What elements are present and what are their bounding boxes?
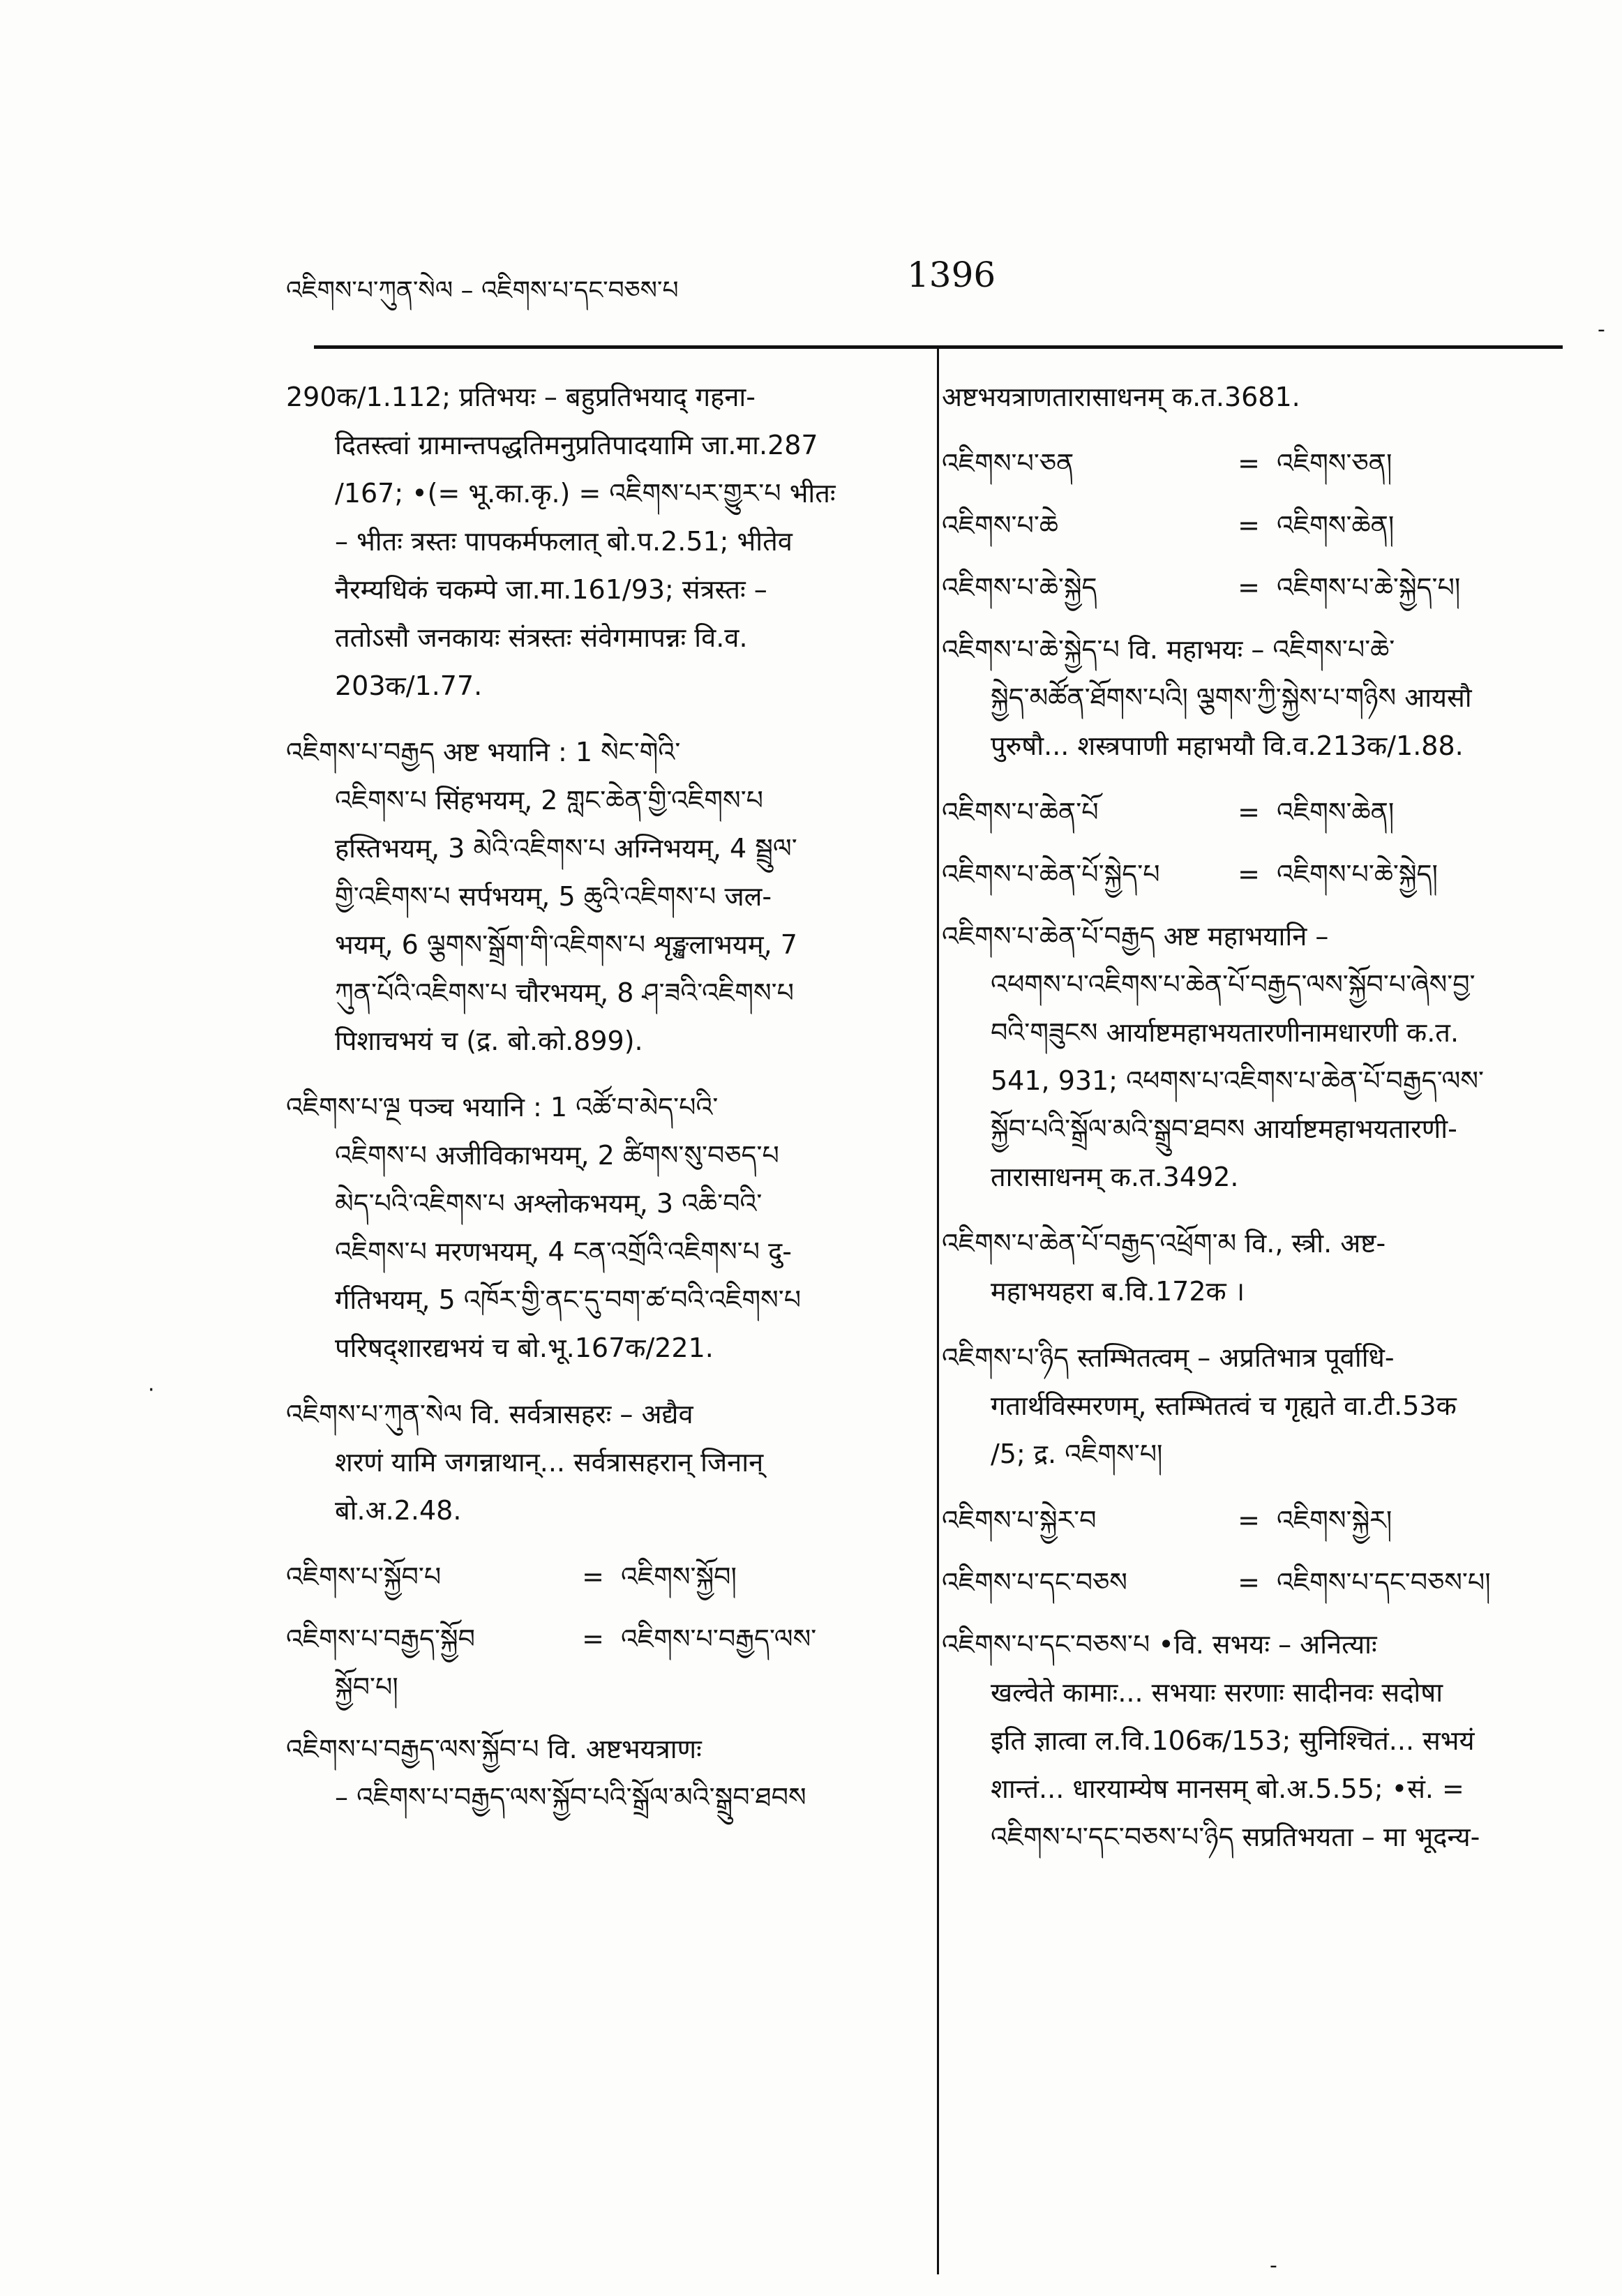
entry-line: 203क/1.77. (335, 670, 483, 701)
entry-line: गतार्थविस्मरणम्, स्तम्भितत्वं च गृह्यते वा.टी.53क (991, 1390, 1457, 1421)
cross-reference-entry (942, 440, 1528, 488)
running-head: འཇིགས་པ་ཀུན་སེལ – འཇིགས་པ་དང་བཅས་པ (286, 276, 679, 305)
entry-line: परिषद्शारद्यभयं च बो.भू.167क/221. (335, 1333, 714, 1363)
page-header (0, 255, 1622, 331)
left-column (286, 373, 900, 1840)
entry-line: ཀུན་པོའི་འཇིགས་པ चौरभयम्, 8 ཤ་ཟའི་འཇིགས་པ (335, 977, 794, 1008)
entry-line: འཇིགས་པ་ཉིད स्तम्भितत्वम् – अप्रतिभात्र पूर्वाधि- (942, 1342, 1395, 1373)
headword: འཇིགས་པ་ཆེ (942, 510, 1058, 541)
headword: འཇིགས་པ་ཆེ་སྐྱེད (942, 572, 1097, 603)
entry-line: འཇིགས་པ सिंहभयम्, 2 གླང་ཆེན་གྱི་འཇིགས་པ (335, 785, 764, 816)
cross-reference: འཇིགས་པ་ཆེ་སྐྱེད་པ། (1277, 572, 1461, 603)
equals-sign: = (1238, 797, 1260, 827)
entry-line: འཇིགས་པ་དང་བཅས་པ •वि. सभयः – अनित्याः (942, 1629, 1377, 1660)
entry-line: འཇིགས་པ་ཆེན་པོ་བརྒྱད་འཕྲོག་མ वि., स्त्री. अष्ट- (942, 1228, 1386, 1259)
cross-reference-entry (286, 1553, 900, 1601)
cross-reference-entry (942, 788, 1528, 836)
cross-reference: འཇིགས་ཅན། (1277, 448, 1392, 479)
cross-reference: འཇིགས་པ་དང་བཅས་པ། (1277, 1567, 1491, 1598)
entry-line: खल्वेते कामाः... सभयाः सरणाः सादीनवः सदोषा (991, 1677, 1443, 1708)
dictionary-entry (942, 1220, 1528, 1316)
entry-line: /167; •(= भू.का.कृ.) = འཇིགས་པར་གྱུར་པ भीतः (335, 478, 836, 509)
headword: འཇིགས་པ་སྐྱོབ་པ (286, 1561, 442, 1592)
entry-line: འཇིགས་པ་བརྒྱད अष्ट भयानि : 1 སེང་གེའི་ (286, 737, 681, 767)
entry-line: འཇིགས་པ་ཆེན་པོ་བརྒྱད अष्ट महाभयानि – (942, 921, 1329, 952)
equals-sign: = (1238, 510, 1260, 541)
cross-reference-entry (942, 502, 1528, 550)
dictionary-entry (942, 373, 1528, 421)
headword: འཇིགས་པ་བརྒྱད་སྐྱོབ (286, 1623, 475, 1654)
equals-sign: = (1238, 448, 1260, 479)
margin-mark: · (148, 1378, 155, 1402)
entry-line: पिशाचभयं च (द्र. बो.को.899). (335, 1026, 643, 1056)
dictionary-entry (942, 1621, 1528, 1861)
dictionary-entry (286, 1083, 900, 1372)
page-number: 1396 (907, 255, 996, 295)
cross-reference: འཇིགས་ཆེན། (1277, 510, 1395, 541)
entry-line: अष्टभयत्राणतारासाधनम् क.त.3681. (942, 382, 1300, 412)
entry-line: महाभयहरा ब.वि.172क । (991, 1276, 1245, 1307)
entry-line: ततोऽसौ जनकायः संत्रस्तः संवेगमापन्नः वि.व. (335, 622, 748, 653)
entry-line: दितस्त्वां ग्रामान्तपद्धतिमनुप्रतिपादयामि जा.मा.287 (335, 430, 818, 460)
headword: འཇིགས་པ་ཅན (942, 448, 1074, 479)
entry-line: – भीतः त्रस्तः पापकर्मफलात् बो.प.2.51; भीतेव (335, 526, 793, 557)
entry-line: འཇིགས་པ་བརྒྱད་ལས་སྐྱོབ་པ वि. अष्टभयत्राणः (286, 1734, 702, 1764)
headword: འཇིགས་པ་ཆེན་པོ (942, 797, 1099, 827)
entry-line: སྐྱེད་མཚོན་ཐོགས་པའི། ལྕགས་ཀྱི་སྐྱེས་པ་གཉིས आयसौ (991, 682, 1472, 713)
entry-line: शरणं यामि जगन्नाथान्... सर्वत्रासहरान् जिनान् (335, 1447, 764, 1478)
entry-line: बो.अ.2.48. (335, 1495, 462, 1526)
cross-reference-entry (942, 564, 1528, 612)
entry-line: नैरम्यधिकं चकम्पे जा.मा.161/93; संत्रस्तः – (335, 574, 767, 605)
entry-line: र्गतिभयम्, 5 འཁོར་གྱི་ནང་དུ་བག་ཚ་བའི་འཇིགས་པ (335, 1284, 802, 1315)
column-divider (937, 349, 939, 2274)
equals-sign: = (1238, 1505, 1260, 1536)
entry-line: འཇིགས་པ अजीविकाभयम्, 2 ཚིགས་སུ་བཅད་པ (335, 1140, 779, 1171)
dictionary-entry (286, 1390, 900, 1535)
entry-line: འཇིགས་པ་ལྔ पञ्च भयानि : 1 འཚོ་བ་མེད་པའི་ (286, 1092, 719, 1123)
headword: འཇིགས་པ་སྐྱེར་བ (942, 1505, 1097, 1536)
entry-line: 290क/1.112; प्रतिभयः – बहुप्रतिभयाद् गहना- (286, 382, 756, 412)
cross-reference: འཇིགས་སྐྱོབ། (621, 1561, 737, 1592)
cross-reference-entry (942, 1496, 1528, 1545)
headword: འཇིགས་པ་ཆེན་པོ་སྐྱེད་པ (942, 859, 1160, 890)
entry-line: སྐྱོབ་པའི་སྒྲོལ་མའི་སྒྲུབ་ཐབས आर्याष्टमहाभयतारणी- (991, 1113, 1457, 1144)
dictionary-entry (942, 626, 1528, 770)
entry-line: हस्तिभयम्, 3 མེའི་འཇིགས་པ अग्निभयम्, 4 སྦྲུལ་ (335, 833, 797, 864)
cross-reference: འཇིགས་པ་བརྒྱད་ལས་ (621, 1623, 817, 1654)
entry-line: /5; द्र. འཇིགས་པ། (991, 1439, 1163, 1469)
right-column (942, 373, 1528, 1879)
entry-line: འཇིགས་པ मरणभयम्, 4 ངན་འགྲོའི་འཇིགས་པ दु- (335, 1236, 792, 1267)
entry-line: གྱི་འཇིགས་པ सर्पभयम्, 5 ཆུའི་འཇིགས་པ जल- (335, 881, 772, 912)
entry-line: བའི་གཟུངས आर्याष्टमहाभयतारणीनामधारणी क.त. (991, 1017, 1459, 1048)
entry-line: འཇིགས་པ་ཆེ་སྐྱེད་པ वि. महाभयः – འཇིགས་པ་ཆེ་ (942, 634, 1395, 665)
entry-continuation: སྐྱོབ་པ། (335, 1672, 398, 1702)
entry-line: འཇིགས་པ་དང་བཅས་པ་ཉིད सप्रतिभयता – मा भूदन्य- (991, 1822, 1480, 1852)
entry-line: 541, 931; འཕགས་པ་འཇིགས་པ་ཆེན་པོ་བརྒྱད་ལས་ (991, 1065, 1484, 1096)
cross-reference: འཇིགས་པ་ཆེ་སྐྱེད། (1277, 859, 1438, 890)
dictionary-entry (286, 373, 900, 710)
entry-line: མེད་པའི་འཇིགས་པ अश्लोकभयम्, 3 འཆི་བའི་ (335, 1188, 763, 1219)
entry-line: तारासाधनम् क.त.3492. (991, 1162, 1239, 1192)
equals-sign: = (1238, 859, 1260, 890)
entry-line: पुरुषौ... शस्त्रपाणी महाभयौ वि.व.213क/1.88. (991, 730, 1464, 761)
dictionary-entry (942, 1334, 1528, 1478)
margin-mark: - (1270, 2253, 1277, 2278)
dictionary-entry (942, 913, 1528, 1201)
entry-line: འཕགས་པ་འཇིགས་པ་ཆེན་པོ་བརྒྱད་ལས་སྐྱོབ་པ་ཞེས་བྱ་ (991, 969, 1475, 1000)
entry-line: इति ज्ञात्वा ल.वि.106क/153; सुनिश्चितं... सभयं (991, 1725, 1475, 1756)
equals-sign: = (582, 1561, 604, 1592)
headword: འཇིགས་པ་དང་བཅས (942, 1567, 1127, 1598)
entry-line: शान्तं... धारयाम्येष मानसम् बो.अ.5.55; •सं. = (991, 1773, 1464, 1804)
entry-line: འཇིགས་པ་ཀུན་སེལ वि. सर्वत्रासहरः – अद्यैव (286, 1399, 693, 1430)
entry-line: – འཇིགས་པ་བརྒྱད་ལས་སྐྱོབ་པའི་སྒྲོལ་མའི་སྒྲུབ་ཐབས (335, 1782, 806, 1813)
cross-reference-entry (286, 1615, 900, 1663)
cross-reference-entry (942, 850, 1528, 899)
cross-reference-entry (942, 1559, 1528, 1607)
dictionary-entry (286, 1725, 900, 1822)
cross-reference: འཇིགས་སྐྱེར། (1277, 1505, 1392, 1536)
margin-mark: - (1598, 317, 1605, 342)
cross-reference: འཇིགས་ཆེན། (1277, 797, 1395, 827)
equals-sign: = (1238, 1567, 1260, 1598)
entry-line: भयम्, 6 ལྕགས་སྒྲོག་གི་འཇིགས་པ शृङ्खलाभयम्, 7 (335, 929, 797, 960)
equals-sign: = (582, 1623, 604, 1654)
equals-sign: = (1238, 572, 1260, 603)
dictionary-entry (286, 728, 900, 1065)
